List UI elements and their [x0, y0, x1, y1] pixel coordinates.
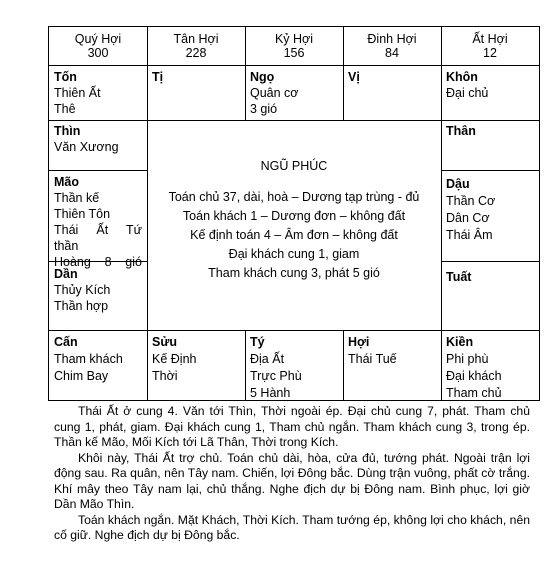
divider	[49, 330, 539, 331]
year-header-quy-hoi	[49, 32, 147, 60]
palace-vi	[348, 69, 436, 85]
divider	[49, 120, 539, 121]
palace-line: Chim Bay	[54, 369, 109, 383]
center-title: NGŨ PHÚC	[260, 159, 328, 173]
palace-title: Ngọ	[250, 70, 275, 84]
palace-line: Trực Phù	[250, 369, 302, 383]
divider	[343, 65, 344, 120]
palace-title: Tuất	[446, 270, 472, 284]
palace-title: Cấn	[54, 335, 78, 349]
palace-ti	[152, 69, 240, 85]
palace-title: Tị	[152, 70, 164, 84]
palace-line: Thủy Kích	[54, 283, 111, 297]
palace-line: 3 gió	[250, 102, 278, 116]
palace-line: Tham chủ	[446, 386, 502, 400]
divider	[441, 170, 539, 171]
center-line: Tham khách cung 3, phát 5 gió	[208, 266, 380, 280]
year-header-tan-hoi	[147, 32, 245, 60]
year-header-at-hoi	[441, 32, 539, 60]
palace-title: Thìn	[54, 124, 81, 138]
palace-line: Đại khách	[446, 369, 502, 383]
year-count: 156	[283, 46, 305, 60]
year-count: 12	[483, 46, 497, 60]
palace-kien	[446, 334, 534, 402]
palace-line: thần	[54, 239, 79, 253]
year-name: Quý Hợi	[74, 32, 122, 46]
palace-title: Mão	[54, 175, 79, 189]
palace-mao	[54, 174, 142, 270]
palace-line: 5 Hành	[250, 386, 291, 400]
center-panel	[149, 157, 439, 283]
palace-line: Thái Âm	[446, 228, 493, 242]
year-count: 228	[185, 46, 207, 60]
commentary-paragraph: Thái Ất ở cung 4. Văn tới Thìn, Thời ngoài ép. Đại chủ cung 7, phát. Tham chủ cung 1, phát, giam. Đại khách cung 1, Tham chủ ngắn. Tham khách cung 3, trong ép. Thần kế Mão, Mối Kích tới Lã Thân, Thời trong Kích.	[54, 404, 530, 449]
year-name: Đinh Hợi	[367, 32, 417, 46]
divider	[441, 65, 442, 400]
palace-title: Tốn	[54, 70, 77, 84]
palace-line: Dân Cơ	[446, 211, 490, 225]
divider	[245, 65, 246, 120]
palace-line: Thần kế	[54, 191, 100, 205]
palace-dau	[446, 176, 534, 244]
divider	[441, 261, 539, 262]
divider	[49, 170, 147, 171]
commentary-paragraph: Toán khách ngắn. Mặt Khách, Thời Kích. Tham tướng ép, không lợi cho khách, nên cố giữ. Nghe địch dự bị Đông bắc.	[54, 512, 530, 542]
palace-can	[54, 334, 142, 385]
palace-title: Dậu	[446, 177, 470, 191]
palace-line: Kế Định	[152, 352, 197, 366]
palace-title: Dần	[54, 267, 78, 281]
palace-line: Phi phù	[446, 352, 489, 366]
palace-title: Hợi	[348, 335, 370, 349]
palace-hoi	[348, 334, 436, 368]
palace-dan	[54, 266, 142, 314]
year-name: Tân Hợi	[173, 32, 219, 46]
palace-title: Tý	[250, 335, 265, 349]
palace-line: Thiên Tôn	[54, 207, 111, 221]
palace-khon	[446, 69, 534, 101]
palace-thin	[54, 123, 142, 155]
palace-line: Thần Cơ	[446, 194, 496, 208]
palace-line: Thần hợp	[54, 299, 109, 313]
palace-line: Địa Ất	[250, 352, 285, 366]
center-line: Toán khách 1 – Dương đơn – không đất	[182, 209, 406, 223]
palace-title: Khôn	[446, 70, 478, 84]
commentary	[54, 404, 530, 544]
commentary-paragraph: Khôi này, Thái Ất trợ chủ. Toán chủ dài, hòa, cửa đủ, tướng phát. Ngoài trận lợi động sau. Ra quân, nên Tây nam. Chiến, lợi Đông bắc. Dùng trận vuông, phất cờ trắng. Khí mây theo Tây nam lại, chủ thắng. Nghe địch dự bị Đông nam. Bình phục, lợi giờ Dần Mão Thìn.	[54, 450, 530, 511]
palace-line: Quân cơ	[250, 86, 299, 100]
palace-ty	[250, 334, 338, 402]
center-line: Toán chủ 37, dài, hoà – Dương tạp trùng - đủ	[168, 190, 420, 204]
palace-suu	[152, 334, 240, 385]
center-line: Kế định toán 4 – Âm đơn – không đất	[190, 228, 398, 242]
palace-title: Thân	[446, 124, 476, 138]
year-count: 84	[385, 46, 399, 60]
palace-line: Thê	[54, 102, 76, 116]
palace-line: Hoàng 8 gió	[54, 255, 142, 269]
palace-line: Thiên Ất	[54, 86, 101, 100]
palace-ton	[54, 69, 142, 117]
divider	[343, 330, 344, 400]
palace-tuat	[446, 269, 534, 285]
center-line: Đại khách cung 1, giam	[228, 247, 360, 261]
year-name: Kỷ Hợi	[274, 32, 314, 46]
palace-title: Kiền	[446, 335, 474, 349]
divider	[147, 65, 148, 400]
palace-line: Đại chủ	[446, 86, 489, 100]
divider	[49, 65, 539, 66]
palace-title: Sửu	[152, 335, 178, 349]
palace-title: Vị	[348, 70, 360, 84]
divider	[245, 330, 246, 400]
palace-line: Thái Tuế	[348, 352, 397, 366]
palace-line: Thời	[152, 369, 178, 383]
palace-line: Thái Ất Tứ	[54, 223, 142, 237]
year-name: Ất Hợi	[472, 32, 508, 46]
year-header-dinh-hoi	[343, 32, 441, 60]
palace-ngo	[250, 69, 338, 117]
palace-than	[446, 123, 534, 139]
year-header-ky-hoi	[245, 32, 343, 60]
palace-line: Tham khách	[54, 352, 123, 366]
palace-line: Văn Xương	[54, 140, 119, 154]
palace-grid	[48, 26, 540, 401]
year-count: 300	[87, 46, 109, 60]
